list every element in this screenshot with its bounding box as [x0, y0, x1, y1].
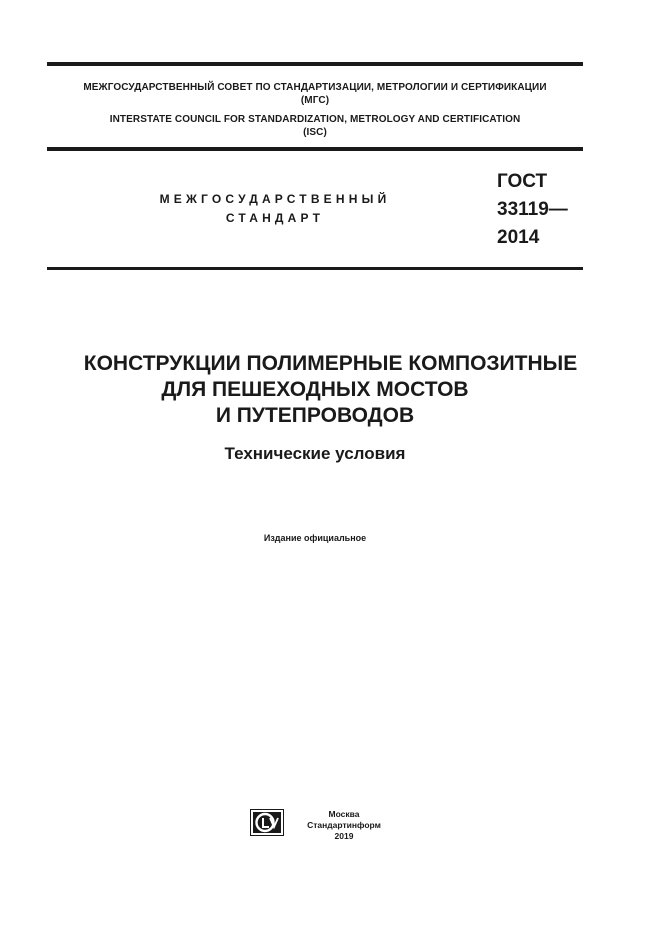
- publisher-city: Москва: [328, 809, 360, 819]
- publisher-name: Стандартинформ: [307, 820, 381, 830]
- standard-rule: [47, 267, 583, 270]
- standard-kind-line2: СТАНДАРТ: [225, 211, 325, 225]
- gost-code-line3: 2014: [497, 227, 540, 248]
- publisher-year: 2019: [334, 831, 354, 841]
- header-rule: [47, 147, 583, 151]
- standartinform-logo-icon: [250, 809, 284, 836]
- council-ru-abbr: (МГС): [300, 95, 330, 106]
- document-title-line2: ДЛЯ ПЕШЕХОДНЫХ МОСТОВ: [161, 378, 469, 401]
- gost-code-line2: 33119—: [497, 199, 568, 220]
- gost-code-line1: ГОСТ: [497, 171, 548, 192]
- document-subtitle: Технические условия: [224, 444, 406, 463]
- document-title-line1: КОНСТРУКЦИИ ПОЛИМЕРНЫЕ КОМПОЗИТНЫЕ: [83, 352, 578, 375]
- council-en: INTERSTATE COUNCIL FOR STANDARDIZATION, METROLOGY AND CERTIFICATION: [109, 114, 521, 125]
- edition-label: Издание официальное: [263, 533, 367, 543]
- document-title-line3: И ПУТЕПРОВОДОВ: [215, 404, 415, 427]
- standard-kind-line1: МЕЖГОСУДАРСТВЕННЫЙ: [159, 192, 391, 206]
- council-en-abbr: (ISC): [303, 127, 327, 138]
- council-ru: МЕЖГОСУДАРСТВЕННЫЙ СОВЕТ ПО СТАНДАРТИЗАЦИИ, МЕТРОЛОГИИ И СЕРТИФИКАЦИИ: [83, 82, 547, 93]
- top-rule: [47, 62, 583, 66]
